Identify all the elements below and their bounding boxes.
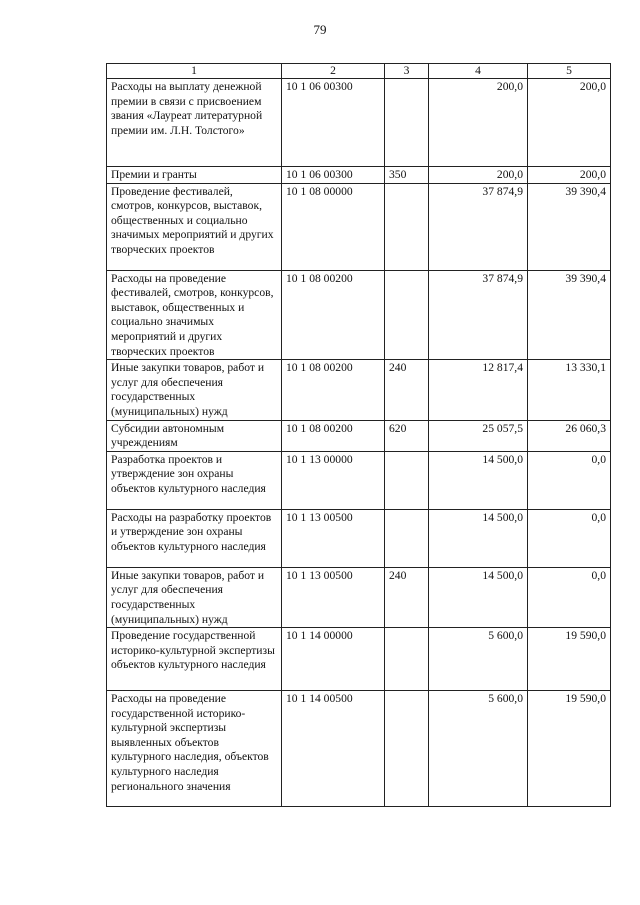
item-name: Расходы на проведение государственной историко-культурной экспертизы выявленных объектов культурного наследия, объектов культурного наследия регионального значения bbox=[107, 691, 282, 807]
amount-col5: 39 390,4 bbox=[528, 270, 611, 360]
amount-col4: 200,0 bbox=[429, 167, 528, 184]
table-row bbox=[107, 183, 611, 270]
table-row bbox=[107, 691, 611, 807]
item-name: Разработка проектов и утверждение зон охраны объектов культурного наследия bbox=[107, 451, 282, 509]
amount-col5: 19 590,0 bbox=[528, 628, 611, 691]
column-header-5: 5 bbox=[528, 64, 611, 79]
budget-table bbox=[106, 63, 611, 807]
amount-col4: 14 500,0 bbox=[429, 567, 528, 627]
expense-type: 240 bbox=[385, 567, 429, 627]
amount-col5: 200,0 bbox=[528, 167, 611, 184]
expense-type bbox=[385, 628, 429, 691]
amount-col4: 37 874,9 bbox=[429, 183, 528, 270]
item-name: Расходы на проведение фестивалей, смотров, конкурсов, выставок, общественных и социально значимых мероприятий и других творческих проектов bbox=[107, 270, 282, 360]
amount-col5: 13 330,1 bbox=[528, 360, 611, 420]
item-code: 10 1 13 00000 bbox=[282, 451, 385, 509]
column-header-4: 4 bbox=[429, 64, 528, 79]
column-header-2: 2 bbox=[282, 64, 385, 79]
item-code: 10 1 14 00000 bbox=[282, 628, 385, 691]
amount-col4: 12 817,4 bbox=[429, 360, 528, 420]
table-header bbox=[107, 64, 611, 79]
amount-col5: 0,0 bbox=[528, 451, 611, 509]
amount-col4: 14 500,0 bbox=[429, 509, 528, 567]
table-body bbox=[107, 79, 611, 807]
expense-type: 350 bbox=[385, 167, 429, 184]
column-header-3: 3 bbox=[385, 64, 429, 79]
table-row bbox=[107, 270, 611, 360]
item-code: 10 1 08 00000 bbox=[282, 183, 385, 270]
expense-type: 620 bbox=[385, 420, 429, 451]
amount-col5: 0,0 bbox=[528, 567, 611, 627]
table-row bbox=[107, 509, 611, 567]
item-name: Расходы на разработку проектов и утверждение зон охраны объектов культурного наследия bbox=[107, 509, 282, 567]
expense-type bbox=[385, 509, 429, 567]
table-row bbox=[107, 360, 611, 420]
amount-col5: 26 060,3 bbox=[528, 420, 611, 451]
expense-type bbox=[385, 270, 429, 360]
table-row bbox=[107, 628, 611, 691]
table-row bbox=[107, 567, 611, 627]
amount-col5: 0,0 bbox=[528, 509, 611, 567]
amount-col4: 25 057,5 bbox=[429, 420, 528, 451]
column-header-1: 1 bbox=[107, 64, 282, 79]
expense-type bbox=[385, 183, 429, 270]
table-row bbox=[107, 451, 611, 509]
amount-col5: 200,0 bbox=[528, 79, 611, 167]
item-code: 10 1 08 00200 bbox=[282, 270, 385, 360]
item-code: 10 1 06 00300 bbox=[282, 167, 385, 184]
table-row bbox=[107, 420, 611, 451]
amount-col4: 37 874,9 bbox=[429, 270, 528, 360]
item-code: 10 1 06 00300 bbox=[282, 79, 385, 167]
item-code: 10 1 08 00200 bbox=[282, 420, 385, 451]
item-name: Субсидии автономным учреждениям bbox=[107, 420, 282, 451]
amount-col5: 39 390,4 bbox=[528, 183, 611, 270]
item-code: 10 1 13 00500 bbox=[282, 567, 385, 627]
table-row bbox=[107, 167, 611, 184]
amount-col4: 14 500,0 bbox=[429, 451, 528, 509]
item-name: Проведение государственной историко-культурной экспертизы объектов культурного наследия bbox=[107, 628, 282, 691]
amount-col5: 19 590,0 bbox=[528, 691, 611, 807]
page-number: 79 bbox=[313, 22, 327, 37]
expense-type: 240 bbox=[385, 360, 429, 420]
item-name: Иные закупки товаров, работ и услуг для обеспечения государственных (муниципальных) нужд bbox=[107, 567, 282, 627]
amount-col4: 200,0 bbox=[429, 79, 528, 167]
item-name: Расходы на выплату денежной премии в связи с присвоением звания «Лауреат литературной премии им. Л.Н. Толстого» bbox=[107, 79, 282, 167]
table-row bbox=[107, 79, 611, 167]
item-code: 10 1 13 00500 bbox=[282, 509, 385, 567]
item-code: 10 1 14 00500 bbox=[282, 691, 385, 807]
expense-type bbox=[385, 451, 429, 509]
amount-col4: 5 600,0 bbox=[429, 691, 528, 807]
expense-type bbox=[385, 691, 429, 807]
amount-col4: 5 600,0 bbox=[429, 628, 528, 691]
item-name: Премии и гранты bbox=[107, 167, 282, 184]
expense-type bbox=[385, 79, 429, 167]
item-name: Иные закупки товаров, работ и услуг для обеспечения государственных (муниципальных) нужд bbox=[107, 360, 282, 420]
item-name: Проведение фестивалей, смотров, конкурсов, выставок, общественных и социально значимых мероприятий и других творческих проектов bbox=[107, 183, 282, 270]
item-code: 10 1 08 00200 bbox=[282, 360, 385, 420]
